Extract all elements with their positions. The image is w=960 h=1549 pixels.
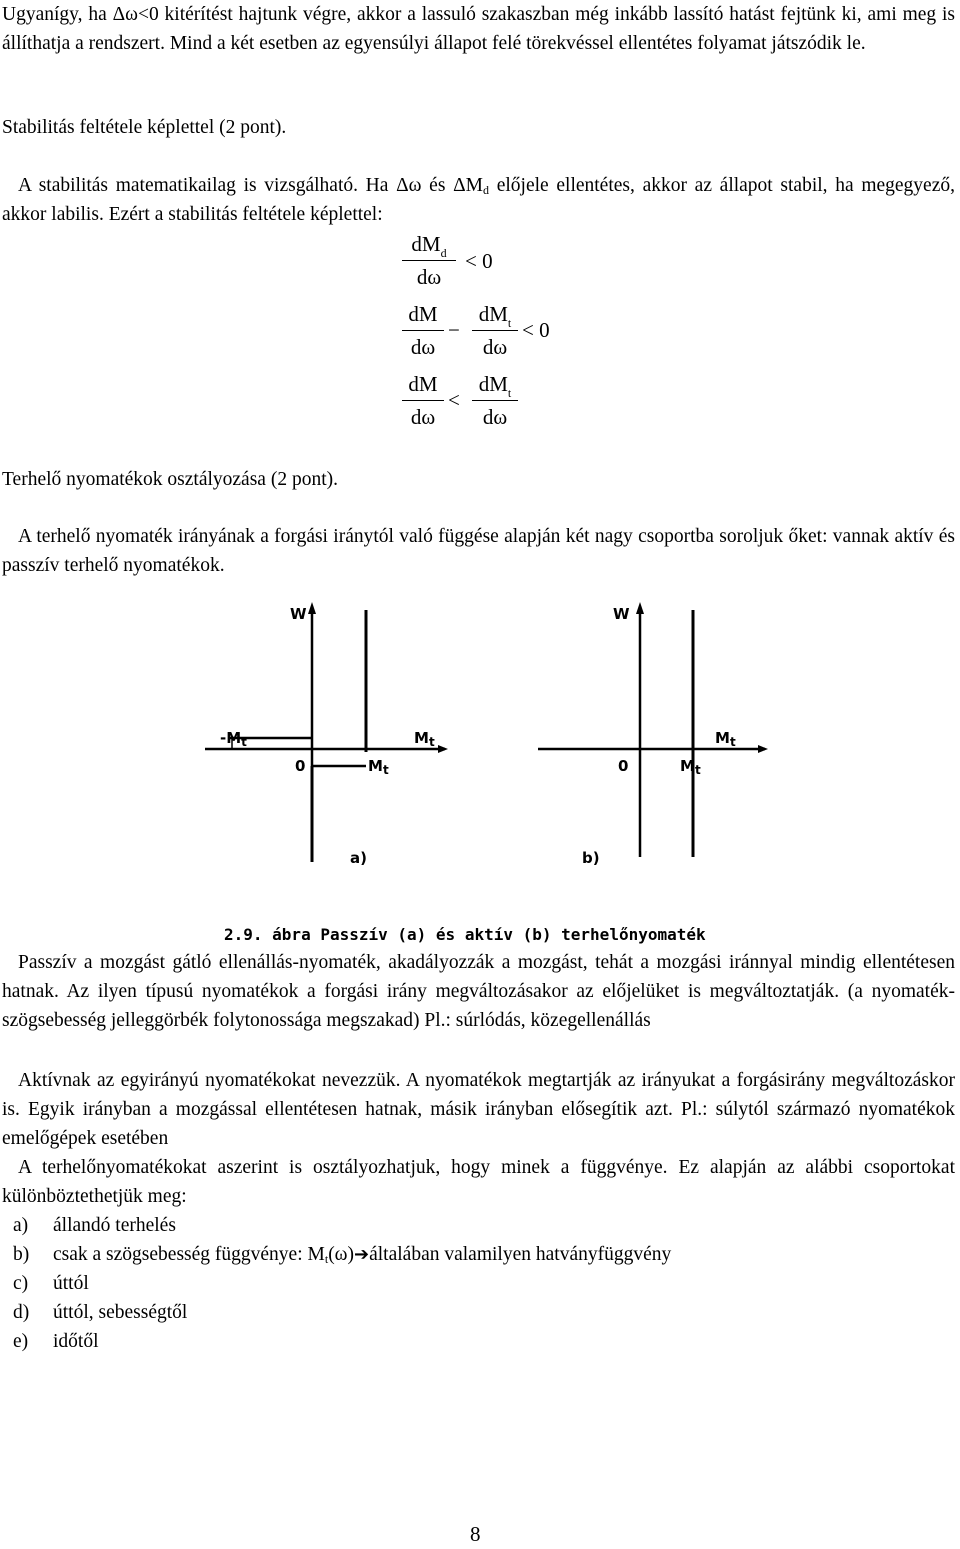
list-item-a: [13, 1211, 176, 1240]
eq2-right-denominator: dω: [482, 335, 508, 359]
stability-text-a: A stabilitás matematikailag is vizsgálható. Ha Δω és ΔM: [18, 175, 484, 196]
eq2-minus: −: [448, 318, 460, 342]
eq3-right-numerator: dM: [478, 372, 508, 396]
eq3-right-denominator: dω: [482, 405, 508, 429]
list-mark-b: b): [13, 1244, 30, 1265]
list-item-c: [13, 1269, 89, 1298]
eq2-left-denominator: dω: [410, 335, 436, 359]
diagram-a-m-arrow: [438, 745, 448, 753]
diagram-a-w-arrow: [308, 602, 316, 614]
list-text-a: állandó terhelés: [53, 1215, 176, 1236]
list-mark-d: d): [13, 1302, 30, 1323]
list-text-d: úttól, sebességtől: [53, 1302, 188, 1323]
passive-paragraph: Passzív a mozgást gátló ellenállás-nyomaték, akadályozzák a mozgást, tehát a mozgási iránnyal mindig ellentétesen hatnak. Az ilyen típusú nyomatékok a forgási irány megváltozásakor az előjelüket is megváltoztatják. (a nyomaték-szögsebesség jelleggörbék folytonossága megszakad) Pl.: súrlódás, közegellenállás: [2, 952, 955, 1031]
diagram-a-label: a): [350, 849, 367, 867]
eq2-sub: t: [507, 316, 512, 330]
list-text-b-3: általában valamilyen hatványfüggvény: [369, 1244, 672, 1265]
eq2-fraction-left: [400, 298, 446, 363]
eq1-fraction: [400, 228, 458, 293]
diagram-b-w-arrow: [636, 602, 644, 614]
list-mark-e: e): [13, 1331, 29, 1352]
list-text-b-1: csak a szögsebesség függvénye: M: [53, 1244, 325, 1265]
stability-sub: d: [483, 183, 490, 197]
stability-text-b: előjele ellentétes, akkor az állapot stabil, ha megegyező, akkor labilis. Ezért a stabilitás feltétele képlettel:: [2, 175, 955, 225]
diagram-a-mt-label: $M_t$: [414, 729, 435, 749]
list-item-e: [13, 1327, 99, 1356]
diagram-b-m-arrow: [758, 745, 768, 753]
diagram-b-mt-label: $M_t$: [715, 729, 736, 749]
diagram-a-w-label: W: [290, 605, 307, 623]
stability-heading: Stabilitás feltétele képlettel (2 pont).: [2, 117, 287, 138]
eq2-less-than-zero: < 0: [522, 318, 550, 342]
diagram-a-zero-label: 0: [295, 757, 306, 775]
eq2-fraction-right: [470, 298, 520, 363]
eq3-sub: t: [507, 386, 512, 400]
classification-paragraph: A terhelő nyomaték irányának a forgási iránytól való függése alapján két nagy csoportba soroljuk őket: vannak aktív és passzív terhelő nyomatékok.: [2, 526, 955, 576]
eq2-left-numerator: dM: [408, 302, 438, 326]
eq2-right-numerator: dM: [478, 302, 508, 326]
eq3-fraction-right: [470, 368, 520, 433]
list-text-b-sub: t: [324, 1252, 329, 1266]
classify-paragraph: A terhelőnyomatékokat aszerint is osztályozhatjuk, hogy minek a függvénye. Ez alapján az alábbi csoportokat különböztethetjük meg:: [2, 1157, 955, 1207]
torque-figure: [190, 592, 770, 952]
classification-heading: Terhelő nyomatékok osztályozása (2 pont).: [2, 469, 338, 490]
eq3-less-than: <: [448, 388, 460, 412]
eq1-less-than-zero: < 0: [465, 249, 493, 273]
page-number: 8: [470, 1522, 481, 1546]
right-arrow-icon: ➔: [354, 1244, 370, 1265]
eq1-sub: d: [440, 246, 447, 260]
figure-caption: 2.9. ábra Passzív (a) és aktív (b) terhelőnyomaték: [224, 925, 706, 944]
eq3-left-denominator: dω: [410, 405, 436, 429]
diagram-a-mt-lower-label: $M_t$: [368, 757, 389, 777]
list-mark-c: c): [13, 1273, 29, 1294]
list-item-b: [13, 1240, 671, 1269]
diagram-b-zero-label: 0: [618, 757, 629, 775]
list-text-c: úttól: [53, 1273, 89, 1294]
diagram-b-label: b): [582, 849, 600, 867]
eq1-numerator: dM: [411, 232, 441, 256]
diagram-b-mt-lower-label: $M_t$: [680, 757, 701, 777]
intro-paragraph: Ugyanígy, ha Δω<0 kitérítést hajtunk végre, akkor a lassuló szakaszban még inkább lassító hatást fejtünk ki, ami meg is állíthatja a rendszert. Mind a két esetben az egyensúlyi állapot felé törekvéssel ellentétes folyamat játszódik le.: [2, 4, 955, 54]
eq3-fraction-left: [400, 368, 446, 433]
eq1-denominator: dω: [416, 265, 442, 289]
list-mark-a: a): [13, 1215, 29, 1236]
diagram-b-w-label: W: [613, 605, 630, 623]
list-item-d: [13, 1298, 187, 1327]
list-text-b-2: (ω): [328, 1244, 355, 1265]
list-text-e: időtől: [53, 1331, 99, 1352]
stability-paragraph: [2, 171, 955, 229]
diagram-a-neg-mt-label: $-M_t$: [220, 729, 247, 749]
eq3-left-numerator: dM: [408, 372, 438, 396]
active-paragraph: Aktívnak az egyirányú nyomatékokat nevezzük. A nyomatékok megtartják az irányukat a forgásirány megváltozáskor is. Egyik irányban a mozgással ellentétesen hatnak, másik irányban elősegítik azt. Pl.: súlytól származó nyomatékok emelőgépek esetében: [2, 1070, 955, 1149]
